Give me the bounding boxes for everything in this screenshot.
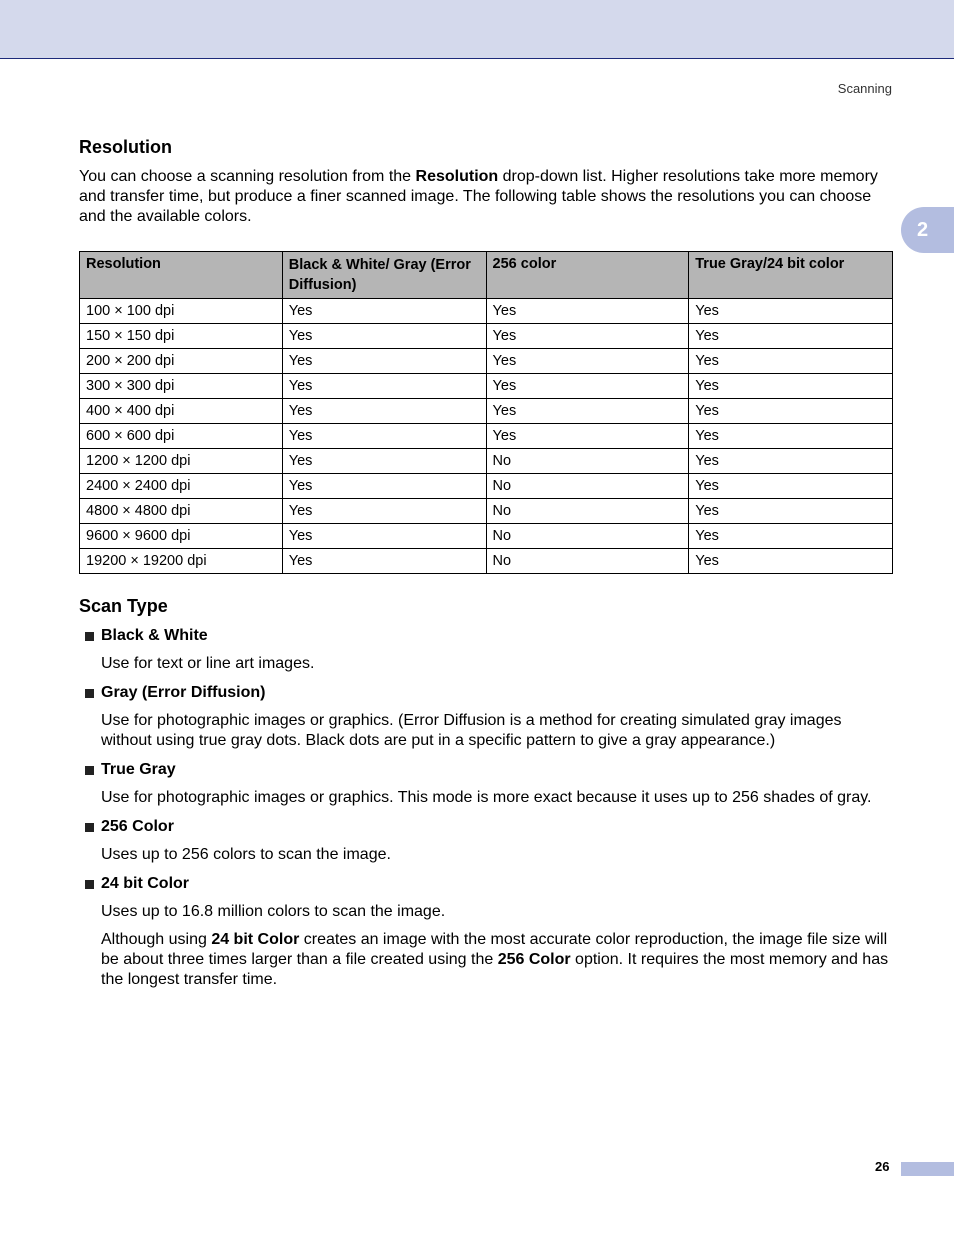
color-note: Although using 24 bit Color creates an image with the most accurate color reproduction, the image file size will be about three times larger than a file created using the 256 Color option. It requires the most memory and has the longest transfer time. — [101, 931, 889, 988]
column-header: Black & White/ Gray (Error Diffusion) — [282, 252, 486, 299]
table-cell: Yes — [486, 349, 689, 374]
item-description: Uses up to 256 colors to scan the image. — [101, 846, 391, 863]
table-row — [80, 524, 893, 549]
table-cell: Yes — [486, 424, 689, 449]
square-bullet-icon — [85, 880, 94, 889]
footer-bar — [901, 1162, 954, 1176]
table-cell: Yes — [689, 474, 893, 499]
table-cell: Yes — [486, 324, 689, 349]
square-bullet-icon — [85, 632, 94, 641]
square-bullet-icon — [85, 823, 94, 832]
table-cell: Yes — [689, 424, 893, 449]
table-cell: Yes — [689, 549, 893, 574]
table-cell: No — [486, 524, 689, 549]
table-cell: Yes — [486, 299, 689, 324]
table-cell: Yes — [282, 399, 486, 424]
list-item — [79, 874, 893, 990]
table-cell: Yes — [282, 424, 486, 449]
table-cell: 150 × 150 dpi — [80, 324, 283, 349]
table-cell: Yes — [282, 524, 486, 549]
table-cell: 19200 × 19200 dpi — [80, 549, 283, 574]
table-cell: 4800 × 4800 dpi — [80, 499, 283, 524]
item-title: 24 bit Color — [101, 875, 190, 892]
item-description: Uses up to 16.8 million colors to scan the image. — [101, 903, 446, 920]
header-band — [0, 0, 954, 59]
page-number: 26 — [875, 1159, 890, 1174]
item-title: 256 Color — [101, 818, 174, 835]
table-cell: Yes — [689, 374, 893, 399]
table-row — [80, 549, 893, 574]
item-description: Use for photographic images or graphics. (Error Diffusion is a method for creating simulated gray images without using true gray dots. Black dots are put in a specific pattern to give a gray appearance.) — [101, 712, 842, 749]
table-cell: Yes — [689, 299, 893, 324]
item-description: Use for text or line art images. — [101, 655, 315, 672]
table-cell: 1200 × 1200 dpi — [80, 449, 283, 474]
item-description: Use for photographic images or graphics. This mode is more exact because it uses up to 256 shades of gray. — [101, 789, 872, 806]
table-header-row — [80, 252, 893, 299]
scan-type-heading: Scan Type — [79, 596, 168, 616]
table-cell: 400 × 400 dpi — [80, 399, 283, 424]
table-cell: Yes — [689, 349, 893, 374]
table-row — [80, 349, 893, 374]
square-bullet-icon — [85, 689, 94, 698]
list-item — [79, 817, 893, 865]
table-cell: 300 × 300 dpi — [80, 374, 283, 399]
table-cell: 100 × 100 dpi — [80, 299, 283, 324]
table-row — [80, 424, 893, 449]
column-header: Resolution — [80, 252, 283, 299]
table-cell: Yes — [282, 449, 486, 474]
table-cell: Yes — [486, 399, 689, 424]
table-cell: Yes — [282, 374, 486, 399]
resolution-heading: Resolution — [79, 137, 172, 157]
square-bullet-icon — [85, 766, 94, 775]
table-row — [80, 299, 893, 324]
table-cell: 9600 × 9600 dpi — [80, 524, 283, 549]
table-body — [80, 299, 893, 574]
resolution-table — [79, 251, 893, 574]
running-header: Scanning — [837, 81, 892, 96]
list-item — [79, 626, 893, 674]
table-cell: 600 × 600 dpi — [80, 424, 283, 449]
table-cell: Yes — [689, 524, 893, 549]
table-cell: Yes — [689, 324, 893, 349]
table-cell: Yes — [689, 499, 893, 524]
table-cell: Yes — [282, 499, 486, 524]
scan-type-list — [79, 626, 893, 990]
table-row — [80, 399, 893, 424]
table-cell: 200 × 200 dpi — [80, 349, 283, 374]
list-item — [79, 683, 893, 751]
item-title: Gray (Error Diffusion) — [101, 684, 266, 701]
table-row — [80, 374, 893, 399]
page-content — [79, 136, 893, 990]
column-header: 256 color — [486, 252, 689, 299]
table-cell: No — [486, 474, 689, 499]
table-cell: Yes — [282, 324, 486, 349]
item-title: Black & White — [101, 627, 208, 644]
table-cell: No — [486, 499, 689, 524]
table-cell: Yes — [282, 474, 486, 499]
table-row — [80, 474, 893, 499]
item-title: True Gray — [101, 761, 176, 778]
table-row — [80, 449, 893, 474]
list-item — [79, 760, 893, 808]
table-row — [80, 324, 893, 349]
table-row — [80, 499, 893, 524]
table-cell: No — [486, 549, 689, 574]
resolution-intro: You can choose a scanning resolution from the Resolution drop-down list. Higher resolutions take more memory and transfer time, but produce a finer scanned image. The following table shows the resolutions you can choose and the available colors. — [79, 168, 878, 225]
table-cell: 2400 × 2400 dpi — [80, 474, 283, 499]
table-cell: Yes — [282, 549, 486, 574]
table-cell: No — [486, 449, 689, 474]
chapter-tab: 2 — [901, 207, 954, 253]
column-header: True Gray/24 bit color — [689, 252, 893, 299]
table-cell: Yes — [689, 449, 893, 474]
table-cell: Yes — [282, 349, 486, 374]
table-cell: Yes — [689, 399, 893, 424]
table-cell: Yes — [282, 299, 486, 324]
table-cell: Yes — [486, 374, 689, 399]
